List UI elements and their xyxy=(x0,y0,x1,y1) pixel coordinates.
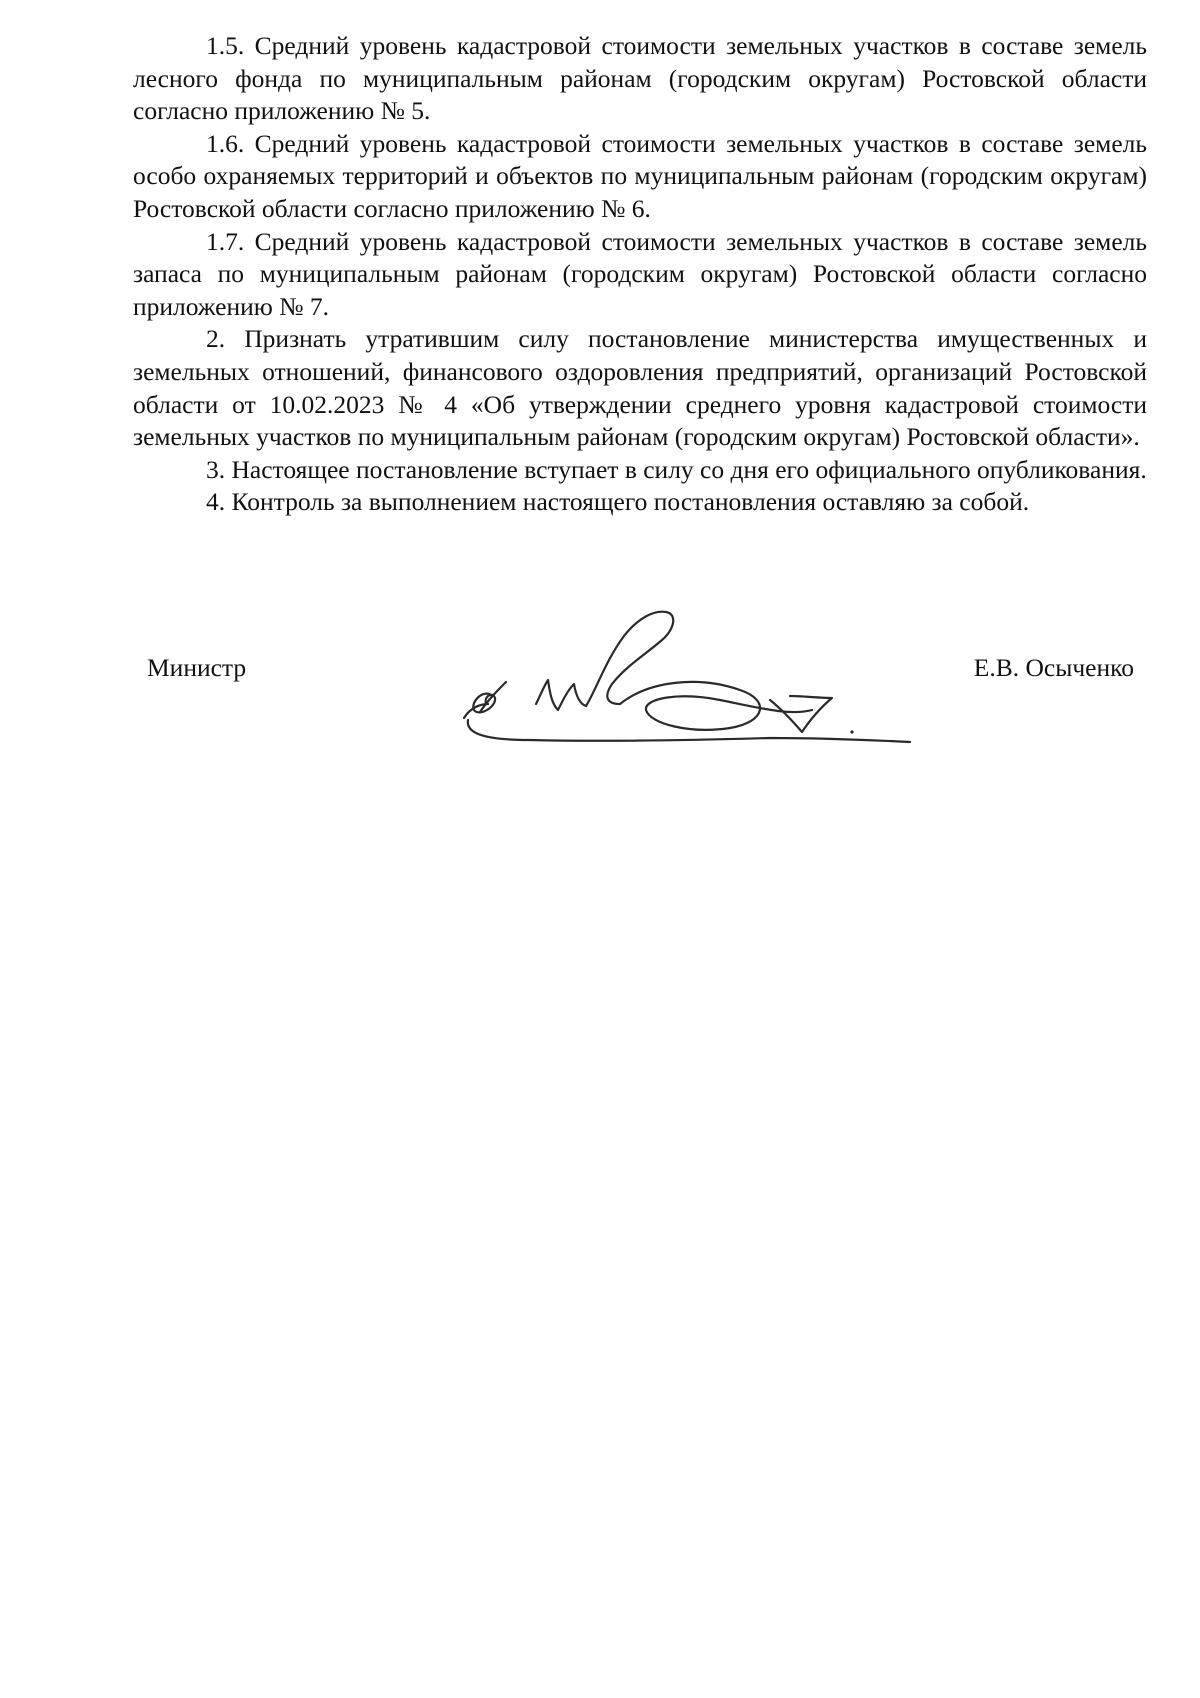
paragraph-1-5: 1.5. Средний уровень кадастровой стоимости земельных участков в составе земель лесного фонда по муниципальным районам (городским округам) Ростовской области согласно приложению № 5. xyxy=(133,31,1147,126)
paragraph-1-7: 1.7. Средний уровень кадастровой стоимости земельных участков в составе земель запаса по муниципальным районам (городским округам) Ростовской области согласно приложению № 7. xyxy=(133,226,1147,321)
handwritten-signature xyxy=(440,600,920,760)
signer-name: Е.В. Осыченко xyxy=(973,653,1134,682)
position-title: Министр xyxy=(147,653,247,682)
paragraph-1-6: 1.6. Средний уровень кадастровой стоимости земельных участков в составе земель особо охраняемых территорий и объектов по муниципальным районам (городским округам) Ростовской области согласно приложению № 6. xyxy=(133,128,1147,223)
paragraph-4: 4. Контроль за выполнением настоящего постановления оставляю за собой. xyxy=(206,487,1030,517)
document-body xyxy=(133,30,1147,519)
paragraph-2: 2. Признать утратившим силу постановление министерства имущественных и земельных отношений, финансового оздоровления предприятий, организаций Ростовской области от 10.02.2023 № 4 «Об утверждении среднего уровня кадастровой стоимости земельных участков по муниципальным районам (городским округам) Ростовской области». xyxy=(133,324,1147,452)
paragraph-3: 3. Настоящее постановление вступает в силу со дня его официального опубликования. xyxy=(206,454,1147,484)
